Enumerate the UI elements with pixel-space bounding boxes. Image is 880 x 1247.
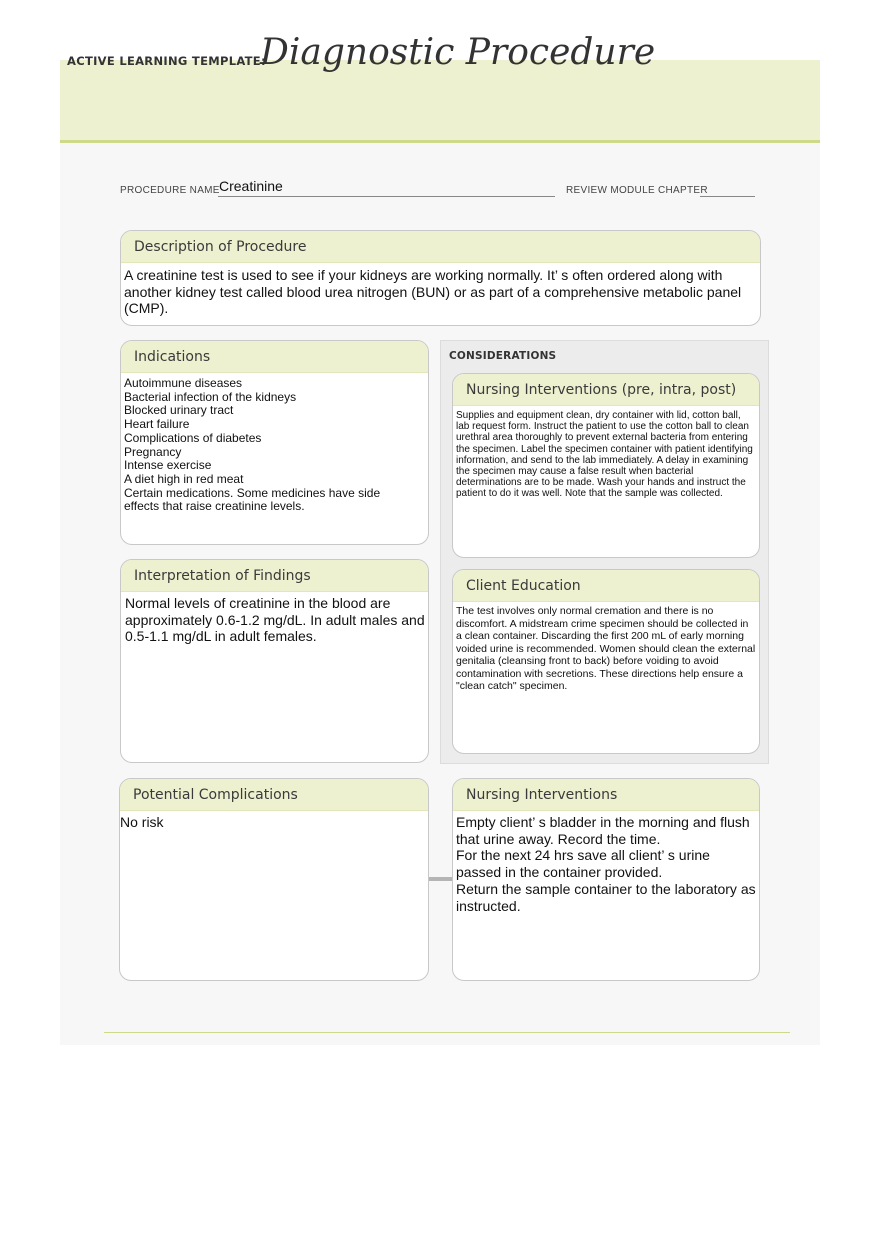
list-item: Complications of diabetes [124, 430, 262, 445]
list-item: Pregnancy [124, 444, 182, 459]
list-item: Intense exercise [124, 458, 212, 473]
complications-heading: Potential Complications [120, 779, 428, 811]
client-education-heading: Client Education [453, 570, 759, 602]
procedure-name-field[interactable]: Creatinine [219, 178, 283, 194]
procedure-name-line [218, 196, 555, 197]
nursing-interventions-pip-heading: Nursing Interventions (pre, intra, post) [453, 374, 759, 406]
list-item: Heart failure [124, 417, 190, 432]
nursing-interventions-pip-text[interactable]: Supplies and equipment clean, dry container with lid, cotton ball, lab request form. Instruct the patient to use the cotton ball to clean urethral area thoroughly to prevent external bacteria from entering the specimen. Label the specimen container with patient identifying information, and send to the lab immediately. A delay in examining the specimen may cause a false result when bacterial determinations are to be made. Wash your hands and instruct the patient to do it was well. Note that the sample was collected. [456, 410, 753, 500]
review-module-field[interactable] [700, 196, 755, 197]
list-item: A diet high in red meat [124, 471, 244, 486]
considerations-label: CONSIDERATIONS [449, 350, 557, 362]
connector-bar [429, 877, 452, 881]
description-box [120, 230, 761, 326]
list-item: Return the sample container to the laboratory as instructed. [456, 880, 756, 914]
list-item: Autoimmune diseases [124, 376, 243, 390]
footer-divider [104, 1032, 790, 1033]
client-education-box [452, 569, 760, 754]
template-title: Diagnostic Procedure [260, 32, 656, 73]
nursing-interventions-box [452, 778, 760, 981]
nursing-interventions-text[interactable] [453, 811, 759, 914]
interpretation-text[interactable]: Normal levels of creatinine in the blood are approximately 0.6-1.2 mg/dL. In adult males and 0.5-1.1 mg/dL in adult females. [125, 595, 425, 645]
description-text[interactable]: A creatinine test is used to see if your kidneys are working normally. It’ s often ordered along with another kidney test called blood urea nitrogen (BUN) or as part of a comprehensive metabolic panel (CMP). [124, 267, 742, 317]
nursing-interventions-pip-box [452, 373, 760, 558]
complications-box [119, 778, 429, 981]
template-label: ACTIVE LEARNING TEMPLATE: [67, 54, 266, 68]
list-item: Certain medications. Some medicines have side effects that raise creatinine levels. [124, 485, 381, 514]
review-module-label: REVIEW MODULE CHAPTER [566, 185, 708, 196]
indications-box [120, 340, 429, 545]
complications-text[interactable]: No risk [120, 814, 164, 830]
procedure-name-label: PROCEDURE NAME [120, 185, 220, 196]
interpretation-heading: Interpretation of Findings [121, 560, 428, 592]
list-item: Empty client’ s bladder in the morning and flush that urine away. Record the time. [456, 814, 750, 847]
interpretation-box [120, 559, 429, 763]
nursing-interventions-heading: Nursing Interventions [453, 779, 759, 811]
client-education-text[interactable]: The test involves only normal cremation and there is no discomfort. A midstream crime specimen should be collected in a clean container. Discarding the first 200 mL of early morning voided urine is recommended. Women should clean the external genitalia (cleansing front to back) before voiding to avoid contamination with secretions. These directions help ensure a "clean catch" specimen. [456, 605, 756, 692]
indications-list[interactable] [121, 373, 428, 514]
description-heading: Description of Procedure [121, 231, 760, 263]
list-item: Blocked urinary tract [124, 403, 234, 418]
indications-heading: Indications [121, 341, 428, 373]
list-item: For the next 24 hrs save all client’ s urine passed in the container provided. [456, 847, 710, 881]
list-item: Bacterial infection of the kidneys [124, 389, 297, 404]
